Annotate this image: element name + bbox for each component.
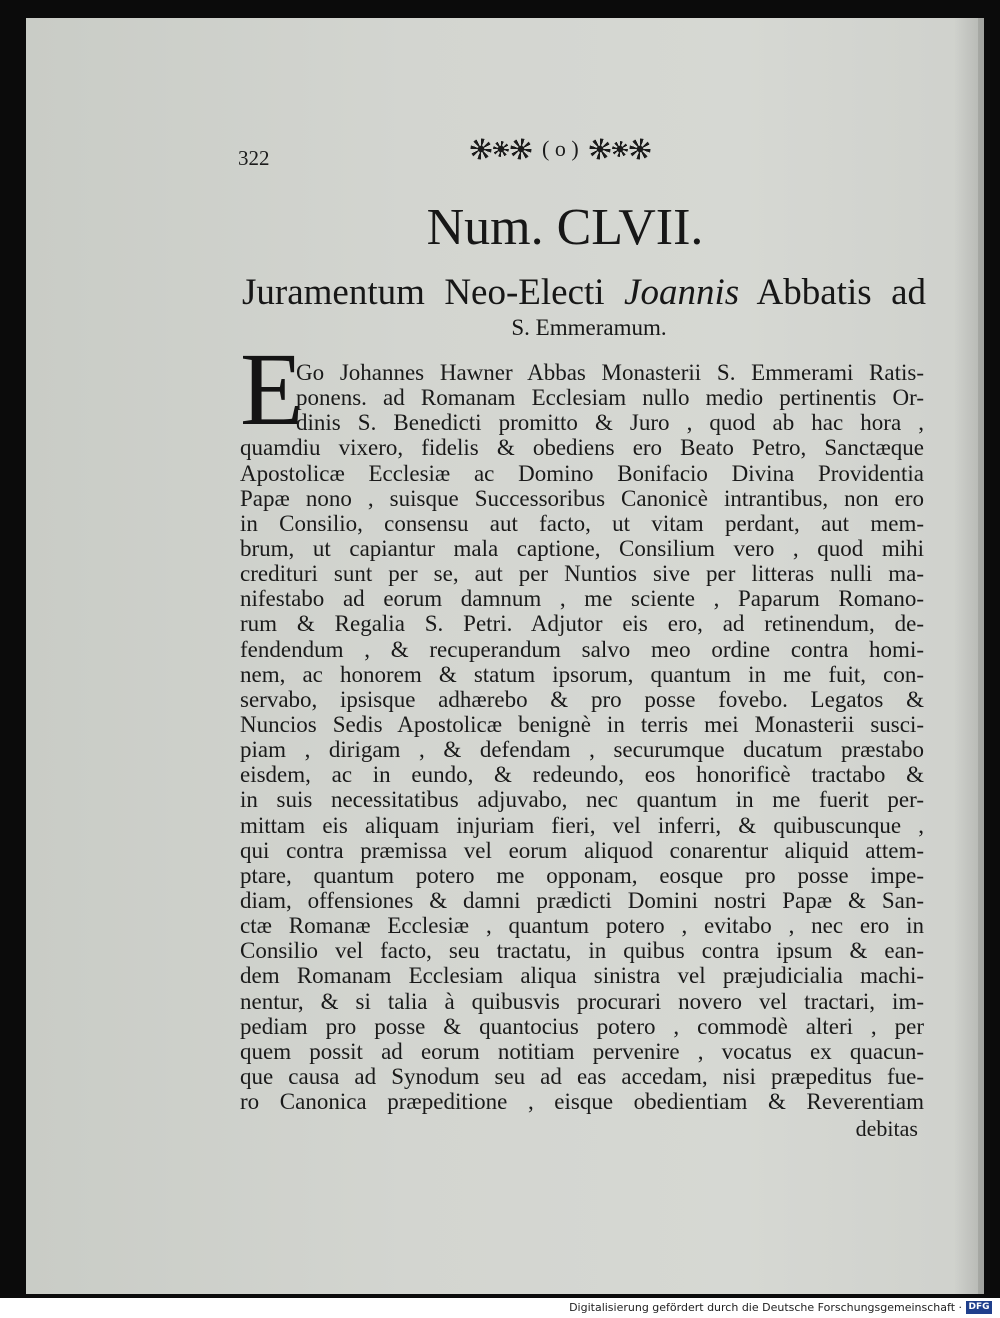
drop-cap: E xyxy=(240,332,304,447)
text-line: mittam eis aliquam injuriam fieri, vel inferri, & quibuscunque , xyxy=(240,812,924,838)
text-line: Nuncios Sedis Apostolicæ benignè in terris mei Monasterii susci- xyxy=(240,711,924,737)
rosette-ornament-icon xyxy=(612,141,628,157)
text-line: piam , dirigam , & defendam , securumque ducatum præstabo xyxy=(240,737,924,763)
text-line: Go Johannes Hawner Abbas Monasterii S. Emmerami Ratis- xyxy=(296,360,924,385)
text-line: in suis necessitatibus adjuvabo, nec quantum in me fuerit per- xyxy=(240,787,924,813)
title-part-1: Juramentum Neo-Electi xyxy=(242,272,625,313)
text-line: ptare, quantum potero me opponam, eosque pro posse impe- xyxy=(240,862,924,888)
document-number-title: Num. CLVII. xyxy=(426,199,704,256)
title-part-2: Abbatis ad xyxy=(739,272,926,313)
title-italic-name: Joannis xyxy=(624,272,740,313)
text-line: dinis S. Benedicti promitto & Juro , quod ab hac hora , xyxy=(296,410,924,436)
text-line: Consilio vel facto, seu tractatu, in quibus contra ipsum & ean- xyxy=(240,938,924,964)
text-line: quamdiu vixero, fidelis & obediens ero Beato Petro, Sanctæque xyxy=(240,435,924,461)
catchword: debitas xyxy=(855,1116,918,1141)
ornament-center: ( o ) xyxy=(542,136,579,161)
text-line: Apostolicæ Ecclesiæ ac Domino Bonifacio Divina Providentia xyxy=(240,460,924,486)
running-header xyxy=(26,130,984,170)
digitization-footer xyxy=(0,1298,1000,1318)
rosette-ornament-icon xyxy=(629,138,651,160)
header-ornament xyxy=(470,136,690,162)
text-line: brum, ut capiantur mala captione, Consilium vero , quod mihi xyxy=(240,535,924,561)
text-line: in Consilio, consensu aut facto, ut vitam perdant, aut mem- xyxy=(240,510,924,536)
text-line: ctæ Romanæ Ecclesiæ , quantum potero , evitabo , nec ero in xyxy=(240,913,924,939)
text-line: nem, ac honorem & statum ipsorum, quantum in me fuit, con- xyxy=(240,661,924,687)
text-line: nentur, & si talia à quibusvis procurari novero vel tractari, im- xyxy=(240,988,924,1014)
text-line: que causa ad Synodum seu ad eas accedam, nisi præpeditus fue- xyxy=(240,1063,924,1089)
text-line: ro Canonica præpeditione , eisque obedientiam & Reverentiam xyxy=(240,1089,924,1115)
text-line: diam, offensiones & damni prædicti Domini nostri Papæ & San- xyxy=(240,887,924,913)
text-line: credituri sunt per se, aut per Nuntios sive per litteras nulli ma- xyxy=(240,561,924,587)
rosette-ornament-icon xyxy=(589,138,611,160)
text-line: qui contra præmissa vel eorum aliquod conarentur aliquid attem- xyxy=(240,837,924,863)
document-title xyxy=(242,271,926,314)
rosette-ornament-icon xyxy=(510,138,532,160)
rosette-ornament-icon xyxy=(493,141,509,157)
text-line: dem Romanam Ecclesiam aliqua sinistra vel præjudicialia machi- xyxy=(240,963,924,989)
footer-credit: Digitalisierung gefördert durch die Deutsche Forschungsgemeinschaft · xyxy=(569,1301,962,1314)
text-line: eisdem, ac in eundo, & redeundo, eos honorificè tractabo & xyxy=(240,762,924,788)
text-line: ponens. ad Romanam Ecclesiam nullo medio pertinentis Or- xyxy=(296,385,924,411)
text-line: fendendum , & recuperandum salvo meo ordine contra homi- xyxy=(240,636,924,662)
text-line: quem possit ad eorum notitiam pervenire , vocatus ex quacun- xyxy=(240,1038,924,1064)
book-page xyxy=(26,18,984,1294)
text-line: pediam pro posse & quantocius potero , commodè alteri , per xyxy=(240,1013,924,1039)
body-text xyxy=(240,360,924,1114)
text-line: rum & Regalia S. Petri. Adjutor eis ero, ad retinendum, de- xyxy=(240,611,924,637)
page-number: 322 xyxy=(238,146,270,170)
text-line: servabo, ipsisque adhærebo & pro posse fovebo. Legatos & xyxy=(240,686,924,712)
dfg-logo: DFG xyxy=(966,1301,992,1314)
text-line: Papæ nono , suisque Successoribus Canonicè intrantibus, non ero xyxy=(240,485,924,511)
text-line: nifestabo ad eorum damnum , me sciente , Paparum Romano- xyxy=(240,586,924,612)
rosette-ornament-icon xyxy=(470,138,492,160)
document-title-line-2: S. Emmeramum. xyxy=(511,315,667,340)
